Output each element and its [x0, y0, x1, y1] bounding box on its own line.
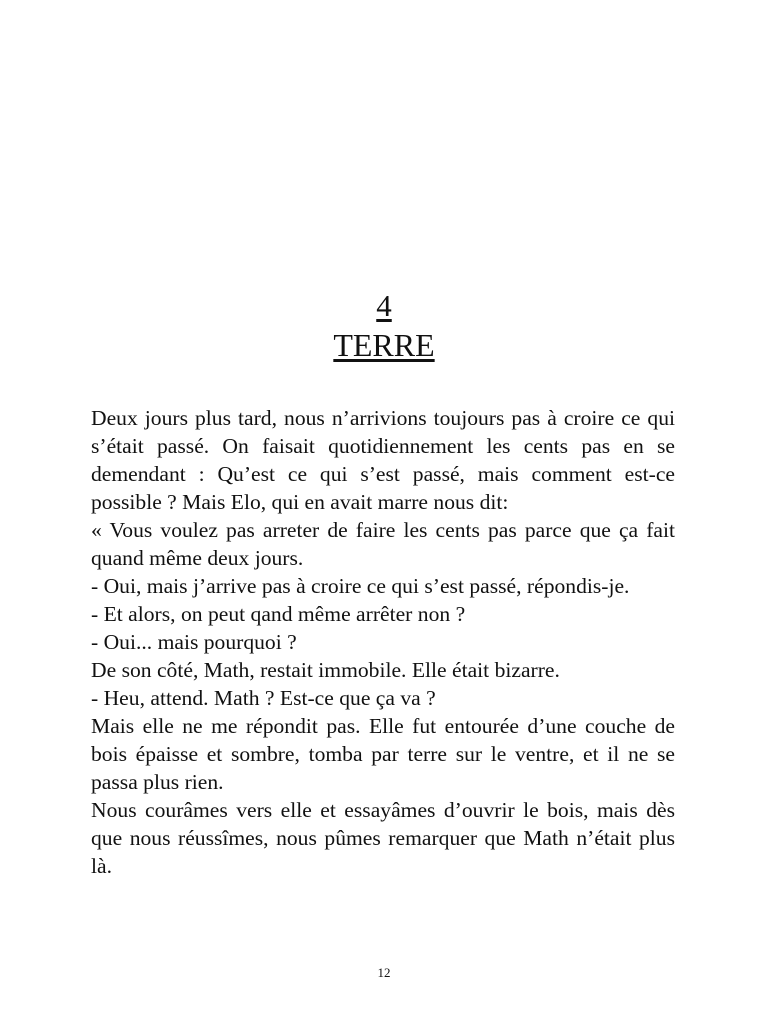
chapter-title: TERRE — [333, 327, 435, 363]
paragraph: « Vous voulez pas arreter de faire les cents pas parce que ça fait quand même deux jours. — [91, 518, 675, 570]
page-number: 12 — [377, 965, 391, 980]
paragraph: - Heu, attend. Math ? Est-ce que ça va ? — [91, 686, 436, 710]
chapter-number: 4 — [376, 288, 392, 323]
paragraph: Nous courâmes vers elle et essayâmes d’ouvrir le bois, mais dès que nous réussîmes, nous pûmes remarquer que Math n’était plus là. — [91, 798, 675, 878]
paragraph: - Oui... mais pourquoi ? — [91, 630, 297, 654]
paragraph: De son côté, Math, restait immobile. Elle était bizarre. — [91, 658, 560, 682]
paragraph: Deux jours plus tard, nous n’arrivions toujours pas à croire ce qui s’était passé. On faisait quotidiennement les cents pas en se demendant : Qu’est ce qui s’est passé, mais comment est-ce possible ? Mais Elo, qui en avait marre nous dit: — [91, 406, 675, 514]
chapter-body — [91, 404, 675, 880]
paragraph: - Et alors, on peut qand même arrêter non ? — [91, 602, 466, 626]
paragraph: Mais elle ne me répondit pas. Elle fut entourée d’une couche de bois épaisse et sombre, tomba par terre sur le ventre, et il ne se passa plus rien. — [91, 714, 675, 794]
paragraph: - Oui, mais j’arrive pas à croire ce qui s’est passé, répondis-je. — [91, 574, 630, 598]
